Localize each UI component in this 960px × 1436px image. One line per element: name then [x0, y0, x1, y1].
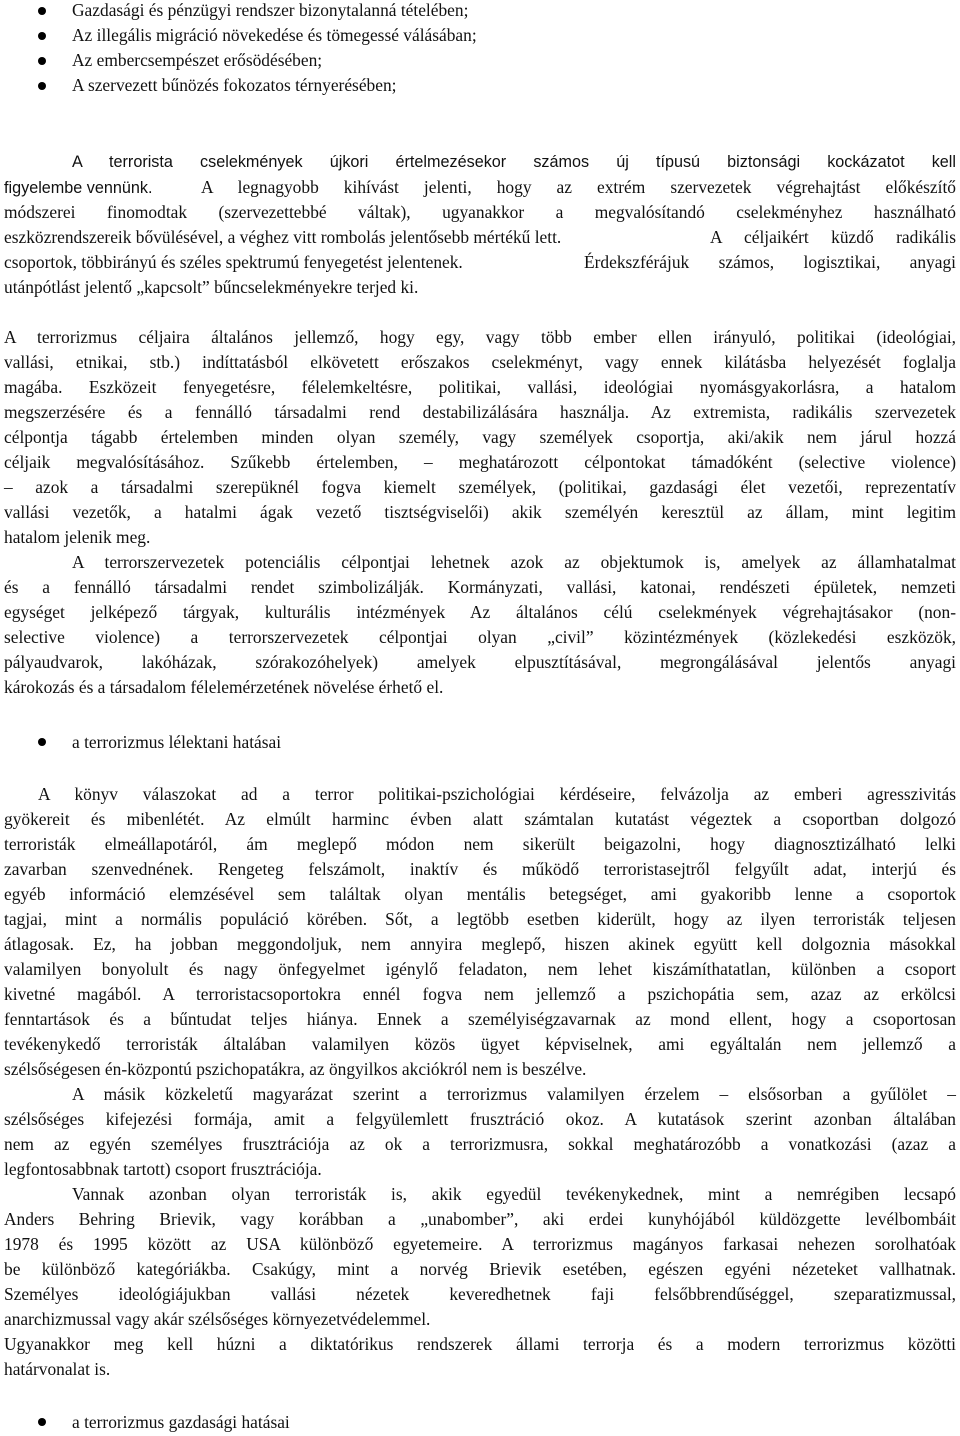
paragraph-line: hatalom jelenik meg.: [4, 527, 151, 547]
bullet-dot: [38, 82, 46, 90]
paragraph-line: célpontja tágabb értelemben minden olyan személy, vagy személyek csoportja, aki/akik nem járul hozzá: [4, 427, 956, 447]
paragraph-line: vallási vezetők, a hatalmi ágak vezető tisztségviselői) akik személyén keresztül az állam, mint legitim: [4, 502, 956, 522]
paragraph-line: Anders Behring Brievik, vagy korábban a „unabomber”, aki erdei kunyhójából küldözgette levélbombáit: [4, 1209, 956, 1229]
section-bullet-heading: a terrorizmus gazdasági hatásai: [72, 1412, 290, 1432]
paragraph-line: gyökereit és mibenlétét. Az elmúlt harminc évben alatt számtalan kutatást végeztek a csoportban dolgozó: [4, 809, 956, 829]
text-span: csoportok, többirányú és széles spektrumú fenyegetést jelentenek.: [4, 252, 463, 272]
paragraph-line: terroristák elmeállapotáról, ám meglepő módon nem sikerült beigazolni, hogy diagnosztizálható lelki: [4, 834, 956, 854]
paragraph-line: kivetné magából. A terroristacsoportokra ennél fogva nem jellemző a pszichopátia sem, azaz az erkölcsi: [4, 984, 956, 1004]
paragraph-line: selective violence) a terrorszervezetek célpontjai olyan „civil” közintézmények (közlekedési eszközök,: [4, 627, 956, 647]
paragraph-line: fenntartások és a bűntudat teljes hiánya. Ennek a személyiségzavarnak az mond ellent, hogy a csoportosan: [4, 1009, 956, 1029]
paragraph-line: Ugyanakkor meg kell húzni a diktatórikus rendszerek állami terrorja és a modern terrorizmus közötti: [4, 1334, 956, 1354]
bullet-item: A szervezett bűnözés fokozatos térnyerésében;: [72, 75, 397, 95]
text-span: A céljaikért küzdő radikális: [710, 227, 956, 247]
paragraph-line: A terrorszervezetek potenciális célpontjai lehetnek azok az objektumok is, amelyek az államhatalmat: [72, 552, 956, 572]
paragraph-line: károkozás és a társadalom félelemérzetének növelése érhető el.: [4, 677, 444, 697]
paragraph-line: utánpótlást jelentő „kapcsolt” bűncselekményekre terjed ki.: [4, 277, 419, 297]
paragraph-line: megszerzésére és a fennálló társadalmi rend destabilizálására használja. Az extremista, radikális szervezetek: [4, 402, 956, 422]
paragraph-line: szélsőségesen én-központú pszichopatákra, az öngyilkos akciókról nem is beszélve.: [4, 1059, 587, 1079]
paragraph-line: átlagosak. Ez, ha jobban meggondoljuk, nem annyira meglepő, hiszen akinek együtt kell dolgoznia másokkal: [4, 934, 956, 954]
bullet-dot: [38, 57, 46, 65]
paragraph-line: módszerei finomodtak (szervezettebbé váltak), ugyanakkor a megvalósítandó cselekményhez használható: [4, 202, 956, 222]
paragraph-line: egységet jelképező tárgyak, kulturális intézmények Az általános célú cselekmények végrehajtásakor (non-: [4, 602, 956, 622]
paragraph-line: – azok a társadalmi szerepüknél fogva kiemelt személyek, (politikai, gazdasági élet vezetői, reprezentatív: [4, 477, 956, 497]
bullet-item: Az illegális migráció növekedése és tömegessé válásában;: [72, 25, 477, 45]
paragraph-line: A másik közkeletű magyarázat szerint a terrorizmus valamilyen érzelem – elsősorban a gyűlölet –: [72, 1084, 956, 1104]
paragraph-line: szélsőséges kifejezési formája, amit a felgyülemlett frusztráció okoz. A kutatások szerint azonban általában: [4, 1109, 956, 1129]
paragraph-line: egyéb információ elemzésével sem találtak olyan mentális betegséget, ami gyakoribb lenne a csoportok: [4, 884, 956, 904]
paragraph-line: céljaik megvalósításához. Szűkebb értelemben, – meghatározott célpontokat támadóként (selective violence): [4, 452, 956, 472]
bullet-item: Gazdasági és pénzügyi rendszer bizonytalanná tételében;: [72, 0, 469, 20]
paragraph-line: tevékenykedő terroristák általában valamilyen közös ügyet képviselnek, ami egyáltalán nem jellemző a: [4, 1034, 956, 1054]
bullet-item: Az embercsempészet erősödésében;: [72, 50, 323, 70]
bullet-dot: [38, 32, 46, 40]
text-span: Érdekszférájuk számos, logisztikai, anyagi: [584, 252, 956, 272]
paragraph-line: nem az egyén személyes frusztrációja az ok a terrorizmusra, sokkal meghatározóbb a vonatkozási (azaz a: [4, 1134, 956, 1154]
paragraph-line: valamilyen bonyolult és nagy önfegyelmet igénylő feladaton, nem lehet kiszámíthatatlan, különben a csoport: [4, 959, 956, 979]
bullet-dot: [38, 7, 46, 15]
paragraph-line: A terrorizmus céljaira általános jellemző, hogy egy, vagy több ember ellen irányuló, politikai (ideológiai,: [4, 327, 956, 347]
paragraph-line: és a fennálló társadalmi rendet szimbolizálják. Kormányzati, vallási, katonai, rendészeti épületek, nemzeti: [4, 577, 956, 597]
paragraph-line: legfontosabbnak tartott) csoport frusztrációja.: [4, 1159, 322, 1179]
text-span: A legnagyobb kihívást jelenti, hogy az extrém szervezetek végrehajtást előkészítő: [201, 177, 956, 197]
paragraph-line: be különböző kategóriákba. Csakúgy, mint a norvég Brievik esetében, egészen egyéni nézeteket vallhatnak.: [4, 1259, 956, 1279]
paragraph-line: A könyv válaszokat ad a terror politikai-pszichológiai kérdéseire, felvázolja az emberi agresszivitás: [38, 784, 956, 804]
paragraph-line: tagjai, mint a normális populáció körében. Sőt, a legtöbb esetben kiderült, hogy az ilyen terroristák teljesen: [4, 909, 956, 929]
paragraph-line: A terrorista cselekmények újkori értelmezésekor számos új típusú biztonsági kockázatot kell: [72, 153, 956, 171]
paragraph-line: vallási, etnikai, stb.) indíttatásból elkövetett erőszakos cselekményt, vagy ennek kilátásba helyezését foglalja: [4, 352, 956, 372]
bullet-dot: [38, 738, 46, 746]
paragraph-line: magába. Eszközeit fenyegetésre, félelemkeltésre, politikai, vallási, ideológiai nyomásgyakorlásra, a hatalom: [4, 377, 956, 397]
paragraph-line: anarchizmussal vagy akár szélsőséges környezetvédelemmel.: [4, 1309, 431, 1329]
text-span: figyelembe vennünk.: [4, 179, 153, 197]
paragraph-line: határvonalat is.: [4, 1359, 111, 1379]
section-bullet-heading: a terrorizmus lélektani hatásai: [72, 732, 282, 752]
paragraph-line: Vannak azonban olyan terroristák is, akik egyedül tevékenykednek, mint a nemrégiben lecsapó: [72, 1184, 956, 1204]
bullet-dot: [38, 1418, 46, 1426]
paragraph-line: 1978 és 1995 között az USA különböző egyetemeire. A terrorizmus magányos farkasai nehezen sorolhatóak: [4, 1234, 956, 1254]
paragraph-line: [4, 225, 956, 249]
paragraph-line: [4, 175, 956, 199]
paragraph-line: pályaudvarok, lakóházak, szórakozóhelyek) amelyek elpusztításával, megrongálásával jelentős anyagi: [4, 652, 956, 672]
paragraph-line: [4, 250, 956, 274]
paragraph-line: Személyes ideológiájukban vallási nézetek keveredhetnek faji felsőbbrendűséggel, szeparatizmussal,: [4, 1284, 956, 1304]
paragraph-line: zavarban szenvednének. Rengeteg felszámolt, inaktív és működő terroristasejtről felgyűlt adat, interjú és: [4, 859, 956, 879]
text-span: eszközrendszereik bővülésével, a véghez vitt rombolás jelentősebb mértékű lett.: [4, 227, 562, 247]
